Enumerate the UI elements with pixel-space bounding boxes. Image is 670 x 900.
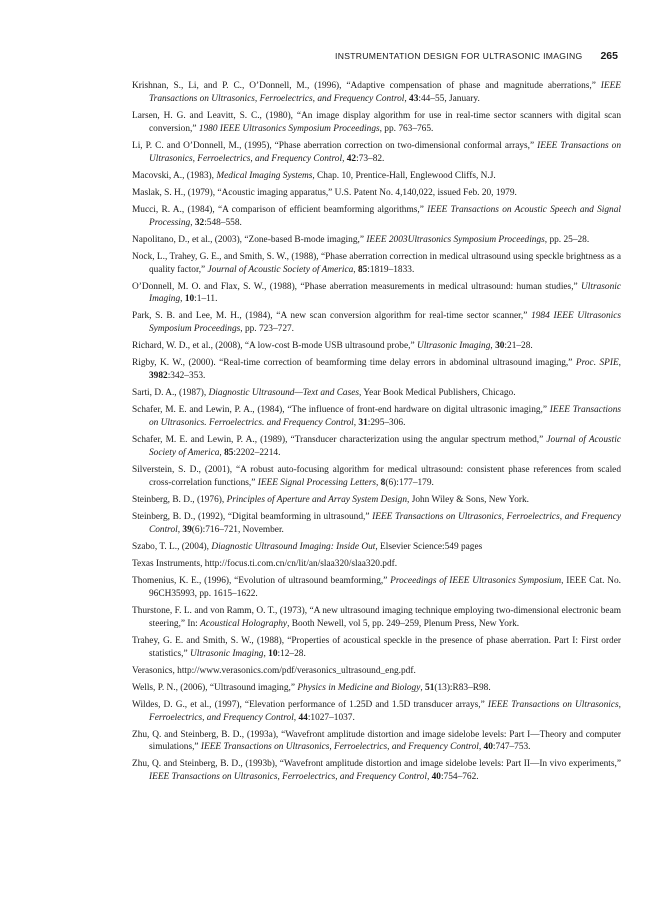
reference-volume: 39 [182, 524, 192, 535]
reference-text: , [478, 742, 484, 753]
reference-source-title: Principles of Aperture and Array System Design [226, 494, 408, 505]
reference-source-title: Physics in Medicine and Biology [297, 682, 421, 693]
reference-text: Steinberg, B. D., (1976), [132, 494, 227, 505]
reference-text: :2202–2214. [233, 448, 281, 459]
reference-entry [132, 758, 621, 784]
reference-volume: 40 [483, 742, 493, 753]
reference-text: Wildes, D. G., et al., (1997), “Elevation performance of 1.25D and 1.5D transducer arrays,” [132, 699, 488, 710]
reference-source-title: Diagnostic Ultrasound—Text and Cases [208, 388, 360, 399]
reference-text: , [177, 524, 183, 535]
reference-text: , pp. 723–727. [240, 324, 294, 335]
reference-entry [132, 251, 621, 277]
reference-text: :12–28. [277, 648, 306, 659]
reference-source-title: IEEE Transactions on Ultrasonics, Ferroelectrics, and Frequency Control [200, 742, 479, 753]
reference-text: :1819–1833. [367, 264, 415, 275]
reference-entry [132, 605, 621, 631]
reference-entry [132, 464, 621, 490]
reference-volume: 30 [495, 341, 505, 352]
reference-text: Verasonics, http://www.verasonics.com/pdf/verasonics_ultrasound_eng.pdf. [132, 665, 416, 676]
reference-text: , [342, 153, 347, 164]
reference-text: Szabo, T. L., (2004), [132, 541, 212, 552]
reference-text: Zhu, Q. and Steinberg, B. D., (1993b), “Wavefront amplitude distortion and image sidelobe levels: Part II—In vivo experiments,” [132, 759, 621, 770]
reference-entry [132, 558, 621, 571]
reference-volume: 31 [358, 418, 368, 429]
reference-text: , Year Book Medical Publishers, Chicago. [359, 388, 516, 399]
reference-source-title: Acoustical Holography [200, 618, 288, 629]
reference-source-title: Diagnostic Ultrasound Imaging: Inside Out [211, 541, 376, 552]
reference-text: , [180, 294, 185, 305]
reference-text: :747–753. [492, 742, 531, 753]
reference-entry [132, 340, 621, 353]
reference-volume: 3982 [149, 371, 168, 382]
reference-source-title: IEEE Transactions on Ultrasonics, Ferroelectrics, and Frequency Control [149, 81, 621, 104]
reference-text: Krishnan, S., Li, and P. C., O’Donnell, M., (1996), “Adaptive compensation of phase and magnitude aberrations,” [132, 81, 601, 91]
reference-source-title: Proceedings of IEEE Ultrasonics Symposium [390, 575, 562, 586]
reference-text: , [404, 93, 410, 104]
reference-entry [132, 281, 621, 307]
reference-text: , [375, 477, 381, 488]
reference-volume: 44 [298, 712, 308, 723]
reference-text: Zhu, Q. and Steinberg, B. D., (1993a), “Wavefront amplitude distortion and image sidelobe levels: Part I—Theory and computer simulations,” [132, 729, 621, 753]
page-number: 265 [600, 50, 618, 62]
reference-entry [132, 110, 621, 136]
reference-text: , Elsevier Science:549 pages [375, 541, 483, 552]
reference-entry [132, 434, 621, 460]
reference-entry [132, 357, 621, 383]
reference-source-title: 1980 IEEE Ultrasonics Symposium Proceedings [198, 123, 380, 134]
running-header [132, 46, 618, 60]
reference-entry [132, 170, 621, 183]
reference-entry [132, 541, 621, 554]
reference-entry [132, 187, 621, 200]
reference-source-title: IEEE Signal Processing Letters [257, 477, 376, 488]
reference-text: , [263, 648, 269, 659]
reference-text: (6):716–721, November. [191, 524, 284, 535]
reference-source-title: IEEE 2003Ultrasonics Symposium Proceedings [366, 234, 545, 245]
reference-source-title: IEEE Transactions on Ultrasonics, Ferroelectrics, and Frequency Control [149, 699, 621, 723]
reference-text: , Booth Newell, vol 5, pp. 249–259, Plenum Press, New York. [287, 618, 520, 629]
reference-entry [132, 682, 621, 695]
reference-text: , [219, 448, 225, 459]
reference-text: :754–762. [440, 772, 479, 783]
reference-list [132, 80, 621, 788]
reference-text: , [618, 358, 622, 369]
reference-entry [132, 387, 621, 400]
reference-volume: 43 [409, 93, 419, 104]
reference-source-title: IEEE Transactions on Ultrasonics, Ferroelectrics, and Frequency Control [149, 772, 427, 783]
reference-source-title: Ultrasonic Imaging [149, 281, 621, 305]
reference-text: :44–55, January. [418, 93, 480, 104]
reference-text: , Chap. 10, Prentice-Hall, Englewood Cliffs, N.J. [312, 170, 496, 181]
reference-volume: 40 [431, 772, 441, 783]
reference-text: Park, S. B. and Lee, M. H., (1984), “A new scan conversion algorithm for real-time sector scanner,” [132, 311, 532, 322]
reference-text: :1–11. [194, 294, 218, 305]
reference-text: :21–28. [504, 341, 533, 352]
reference-text: Macovski, A., (1983), [132, 170, 217, 181]
reference-text: :342–353. [167, 371, 206, 382]
reference-text: Larsen, H. G. and Leavitt, S. C., (1980), “An image display algorithm for use in real-time sector scanners with digital scan conversion,” [132, 110, 621, 134]
reference-text: , [490, 341, 496, 352]
reference-text: Trahey, G. E. and Smith, S. W., (1988), “Properties of acoustical speckle in the presence of phase aberration. Part I: First order statistics,” [132, 635, 621, 659]
reference-source-title: IEEE Transactions on Acoustic Speech and Signal Processing [149, 204, 621, 228]
running-title: INSTRUMENTATION DESIGN FOR ULTRASONIC IMAGING [335, 51, 583, 61]
reference-entry [132, 404, 621, 430]
reference-source-title: Proc. SPIE [575, 358, 619, 369]
reference-text: Schafer, M. E. and Lewin, P. A., (1984), “The influence of front-end hardware on digital ultrasonic imaging,” [132, 405, 550, 416]
reference-text: Thomenius, K. E., (1996), “Evolution of ultrasound beamforming,” [132, 575, 391, 586]
reference-source-title: Journal of Acoustic Society of America [149, 435, 621, 459]
reference-source-title: Medical Imaging Systems [216, 170, 313, 181]
reference-text: Richard, W. D., et al., (2008), “A low-cost B-mode USB ultrasound probe,” [132, 341, 417, 352]
reference-entry [132, 204, 621, 230]
reference-text: , pp. 763–765. [379, 123, 434, 134]
reference-source-title: IEEE Transactions on Ultrasonics, Ferroelectrics, and Frequency Control [149, 511, 621, 535]
reference-text: Maslak, S. H., (1979), “Acoustic imaging apparatus,” U.S. Patent No. 4,140,022, issued Feb. 20, 1979. [132, 187, 517, 198]
reference-text: Nock, L., Trahey, G. E., and Smith, S. W., (1988), “Phase aberration correction in medical ultrasound using speckle brightness as a quality factor,” [132, 251, 621, 275]
reference-text: :548–558. [204, 217, 242, 228]
reference-entry [132, 310, 621, 336]
reference-volume: 8 [380, 477, 386, 488]
reference-text: Silverstein, S. D., (2001), “A robust auto-focusing algorithm for medical ultrasound: consistent phase references from scaled cross-correlation functions,” [132, 465, 621, 488]
reference-source-title: Ultrasonic Imaging [190, 648, 264, 659]
reference-entry [132, 575, 621, 601]
reference-entry [132, 699, 621, 725]
reference-text: , IEEE Cat. No. 96CH35993, pp. 1615–1622. [149, 575, 621, 599]
reference-text: Steinberg, B. D., (1992), “Digital beamforming in ultrasound,” [132, 511, 373, 522]
reference-text: Texas Instruments, http://focus.ti.com.cn/cn/lit/an/slaa320/slaa320.pdf. [132, 558, 398, 569]
reference-text: (6):177–179. [385, 477, 434, 488]
reference-source-title: IEEE Transactions on Ultrasonics. Ferroelectrics. and Frequency Control [149, 405, 621, 429]
reference-text: Li, P. C. and O’Donnell, M., (1995), “Phase aberration correction on two-dimensional conformal arrays,” [132, 140, 538, 151]
reference-text: , John Wiley & Sons, New York. [407, 494, 529, 505]
reference-entry [132, 635, 621, 661]
reference-text: Sarti, D. A., (1987), [132, 388, 209, 399]
reference-text: :295–306. [367, 418, 406, 429]
reference-text: O’Donnell, M. O. and Flax, S. W., (1988), “Phase aberration measurements in medical ultrasound: human studies,” [132, 281, 582, 292]
reference-entry [132, 729, 621, 755]
reference-volume: 10 [268, 648, 278, 659]
reference-text: Mucci, R. A., (1984), “A comparison of efficient beamforming algorithms,” [132, 204, 428, 215]
reference-volume: 85 [224, 448, 234, 459]
reference-volume: 85 [357, 264, 368, 275]
reference-text: Thurstone, F. L. and von Ramm, O. T., (1973), “A new ultrasound imaging technique employing two-dimensional electronic beam steering,” In: [132, 605, 621, 629]
reference-volume: 42 [346, 153, 357, 164]
reference-source-title: Ultrasonic Imaging [416, 341, 491, 352]
reference-source-title: 1984 IEEE Ultrasonics Symposium Proceedings [149, 311, 622, 335]
reference-text: Schafer, M. E. and Lewin, P. A., (1989), “Transducer characterization using the angular spectrum method,” [132, 435, 547, 446]
reference-entry [132, 234, 621, 247]
reference-text: (13):R83–R98. [434, 682, 491, 693]
reference-text: :73–82. [356, 153, 385, 164]
reference-text: , [426, 772, 432, 783]
reference-text: , pp. 25–28. [544, 234, 590, 245]
reference-text: , [420, 682, 426, 693]
reference-source-title: Journal of Acoustic Society of America [207, 264, 354, 275]
reference-entry [132, 665, 621, 678]
reference-text: Wells, P. N., (2006), “Ultrasound imaging,” [132, 682, 298, 693]
reference-entry [132, 140, 621, 166]
reference-text: Rigby, K. W., (2000). “Real-time correction of beamforming time delay errors in abdominal ultrasound imaging,” [132, 358, 576, 369]
reference-text: , [293, 712, 299, 723]
reference-text: , [190, 217, 195, 228]
reference-volume: 10 [184, 294, 195, 305]
reference-volume: 32 [194, 217, 205, 228]
reference-text: , [353, 264, 358, 275]
reference-text: , [353, 418, 359, 429]
reference-text: :1027–1037. [307, 712, 355, 723]
reference-volume: 51 [425, 682, 435, 693]
reference-entry [132, 80, 621, 106]
reference-entry [132, 511, 621, 537]
reference-text: Napolitano, D., et al., (2003), “Zone-based B-mode imaging,” [132, 234, 367, 245]
reference-entry [132, 494, 621, 507]
reference-source-title: IEEE Transactions on Ultrasonics, Ferroelectrics, and Frequency Control [149, 140, 621, 164]
